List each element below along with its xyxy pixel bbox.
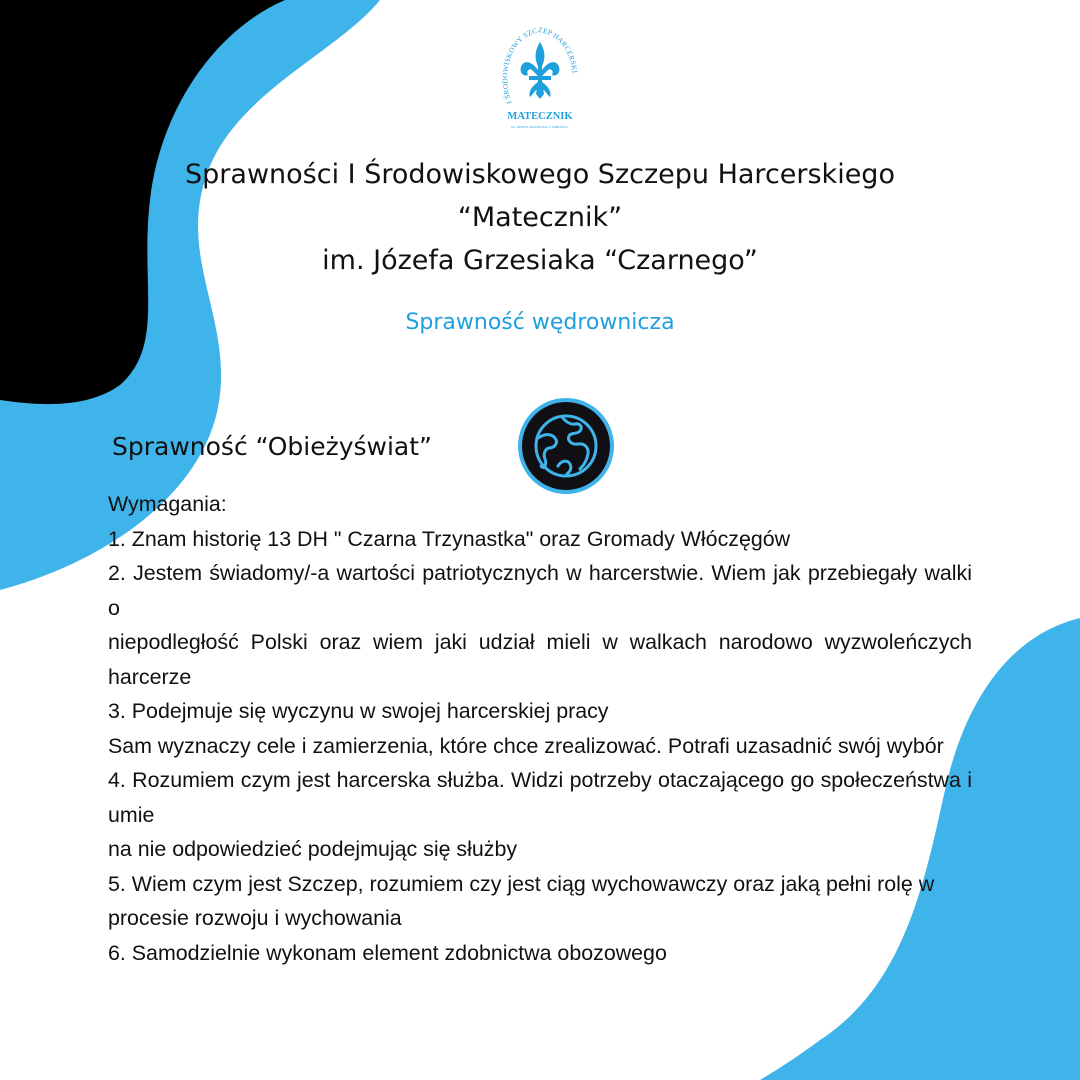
requirement-line: 1. Znam historię 13 DH " Czarna Trzynastka" oraz Gromady Włóczęgów <box>108 526 791 551</box>
matecznik-logo <box>497 20 583 138</box>
requirements-section <box>108 487 972 970</box>
category-subtitle: Sprawność wędrownicza <box>405 310 675 335</box>
requirement-line: 6. Samodzielnie wykonam element zdobnictwa obozowego <box>108 940 667 965</box>
requirement-line: na nie odpowiedzieć podejmując się służby <box>108 837 518 861</box>
page-header <box>80 153 1000 282</box>
requirement-line: 4. Rozumiem czym jest harcerska służba. Widzi potrzeby otaczającego go społeczeństwa i umie <box>108 768 972 827</box>
requirement-line: procesie rozwoju i wychowania <box>108 906 402 930</box>
fleur-de-lis-icon <box>521 42 560 99</box>
logo-small-text: im. JÓZEFA GRZESIAKA "CZARNEGO" <box>511 125 569 129</box>
requirements-heading: Wymagania: <box>108 492 227 516</box>
globe-icon <box>514 396 618 496</box>
requirement-line: 3. Podejmuje się wyczynu w swojej harcerskiej pracy <box>108 699 609 723</box>
logo-arc-text: I ŚRODOWISKOWY SZCZEP HARCERSKI <box>501 25 579 105</box>
header-line-1: Sprawności I Środowiskowego Szczepu Harcerskiego <box>185 159 895 190</box>
header-line-3: im. Józefa Grzesiaka “Czarnego” <box>322 245 758 276</box>
header-line-2: “Matecznik” <box>457 202 623 233</box>
requirement-line: niepodległość Polski oraz wiem jaki udział mieli w walkach narodowo wyzwoleńczych harcerze <box>108 630 972 689</box>
requirement-line: 2. Jestem świadomy/-a wartości patriotycznych w harcerstwie. Wiem jak przebiegały walki o <box>108 561 972 620</box>
requirement-line: 5. Wiem czym jest Szczep, rozumiem czy jest ciąg wychowawczy oraz jaką pełni rolę w <box>108 871 935 896</box>
requirement-line: Sam wyznaczy cele i zamierzenia, które chce zrealizować. Potrafi uzasadnić swój wybór <box>108 733 944 758</box>
badge-title: Sprawność “Obieżyświat” <box>112 432 432 461</box>
logo-name: MATECZNIK <box>507 111 573 122</box>
